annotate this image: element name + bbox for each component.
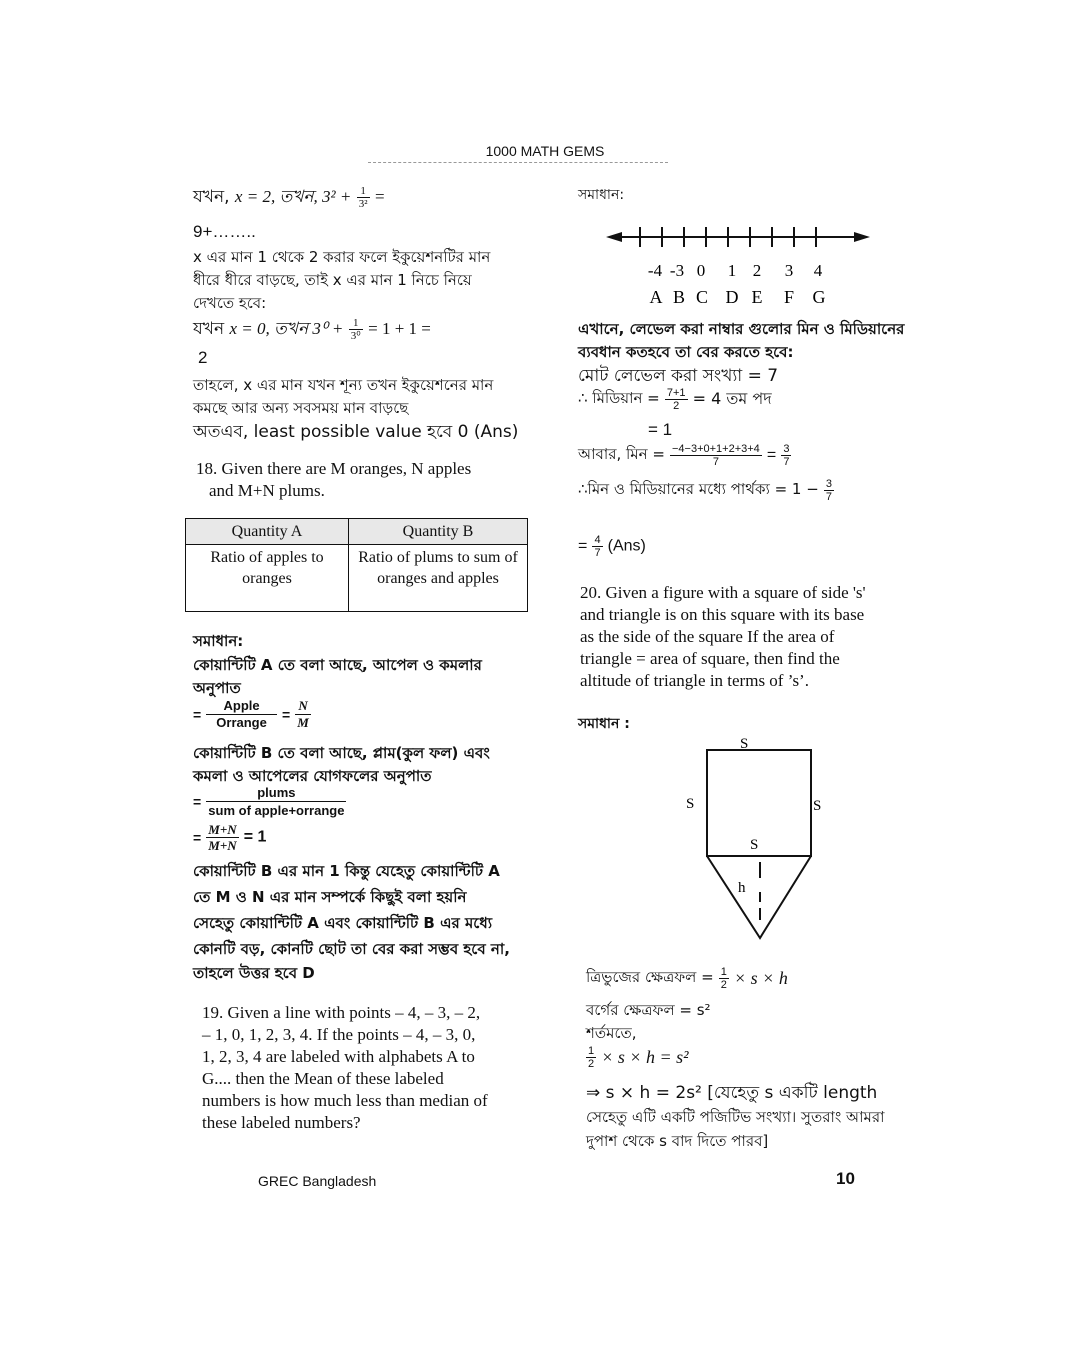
fraction-denominator: 2	[588, 1058, 595, 1070]
table-row	[186, 545, 528, 612]
sol18-line-1: কোয়ান্টিটি A তে বলা আছে, আপেল ও কমলার	[193, 656, 482, 674]
number-line-number: 3	[784, 261, 794, 280]
intro-line-8: তাহলে, x এর মান যখন শূন্য তখন ইকুয়েশনের মান	[193, 376, 494, 394]
q19-line-5: numbers is how much less than median of	[202, 1091, 488, 1110]
quantity-b-header: Quantity B	[349, 519, 528, 545]
intro-line-9: কমছে আর অন্য সবসময় মান বাড়ছে	[193, 399, 409, 417]
intro-l1-math: x = 2, তখন, 3² +	[234, 187, 352, 206]
intro-line-5: দেখতে হবে:	[193, 294, 267, 312]
answer-tail: (Ans)	[607, 537, 646, 555]
intro-line-6	[193, 316, 431, 344]
difference-fraction	[824, 478, 834, 503]
sol20-line-5: ⇒ s × h = 2s² [যেহেতু s একটি length	[586, 1083, 878, 1103]
median-tail: = 4 তম পদ	[692, 389, 772, 408]
ratio-c-fraction	[206, 822, 238, 853]
ratio-b-fraction	[206, 784, 346, 819]
fraction-denominator: 7	[825, 491, 833, 503]
answer-fraction	[592, 534, 602, 559]
sol19-line-2: ব্যবধান কতহবে তা বের করতে হবে:	[578, 343, 794, 361]
intro-line-1	[193, 184, 385, 212]
fraction-denominator: 7	[783, 456, 790, 468]
q19-line-6: these labeled numbers?	[202, 1113, 361, 1132]
number-line-letter: F	[783, 287, 795, 307]
number-line-letter: D	[725, 287, 739, 307]
triangle-area-prefix: ত্রিভুজের ক্ষেত্রফল =	[586, 968, 714, 986]
number-line-number: -4	[647, 261, 663, 280]
median-prefix: ∴ মিডিয়ান =	[578, 389, 660, 407]
sol19-line-3: মোট লেভেল করা সংখ্যা = 7	[578, 366, 779, 386]
fraction-numerator: 1	[357, 185, 370, 198]
q19-line-3: 1, 2, 3, 4 are labeled with alphabets A to	[202, 1047, 475, 1066]
fraction-denominator: 2	[720, 979, 727, 991]
q20-line-5: altitude of triangle in terms of ’s’.	[580, 671, 809, 690]
mean-fraction	[670, 443, 762, 468]
intro-line-3: x এর মান 1 থেকে 2 করার ফলে ইকুয়েশনটির মান	[193, 248, 491, 266]
sol19-median	[578, 386, 772, 413]
number-line-number: 2	[752, 261, 762, 280]
footer-publisher: GREC Bangladesh	[258, 1173, 377, 1189]
q18-line-1: 18. Given there are M oranges, N apples	[196, 459, 472, 478]
intro-line-4: ধীরে ধীরে বাড়ছে, তাই x এর মান 1 নিচে নিয়ে	[193, 271, 472, 289]
fraction-denominator: M	[297, 715, 309, 730]
sol19-difference	[578, 478, 834, 503]
ratio-a-fraction	[206, 698, 277, 731]
mean-equals: =	[766, 446, 777, 464]
fraction-numerator: N	[295, 698, 311, 715]
mean-prefix: আবার, মিন =	[578, 445, 665, 463]
intro-l1-tail: =	[374, 187, 385, 206]
number-line-right-arrow	[854, 232, 870, 242]
quantity-comparison-table	[185, 518, 528, 612]
number-line-left-arrow	[606, 232, 622, 242]
triangle-area-tail: × s × h	[734, 968, 788, 988]
fraction-denominator: M+N	[208, 838, 237, 853]
intro-l6-math: x = 0, তখন 3⁰ +	[229, 319, 344, 338]
intro-l6-fraction	[349, 317, 363, 342]
sol18-line-3: কোয়ান্টিটি B তে বলা আছে, প্লাম(কুল ফল) এবং	[193, 744, 490, 762]
sol19-mean	[578, 443, 791, 468]
sol18-label: সমাধান:	[193, 632, 244, 650]
answer-equals: =	[578, 537, 588, 555]
sol20-condition: শর্তমতে,	[586, 1024, 637, 1042]
page-number: 10	[836, 1169, 855, 1188]
number-line-letter: A	[649, 287, 663, 307]
sol20-square-area: বর্গের ক্ষেত্রফল = s²	[586, 1001, 711, 1019]
q19-line-1: 19. Given a line with points – 4, – 3, – 2,	[202, 1003, 481, 1022]
number-line-number: 4	[813, 261, 823, 280]
sol18-line-7: সেহেতু কোয়ান্টিটি A এবং কোয়ান্টিটি B এর মধ্যে	[193, 914, 493, 932]
equation-tail: × s × h = s²	[601, 1047, 689, 1067]
sol18-line-6: তে M ও N এর মান সম্পর্কে কিছুই বলা হয়নি	[193, 888, 467, 906]
fraction-numerator: M+N	[208, 822, 237, 837]
fraction-numerator: 1	[720, 966, 727, 978]
sol20-equation	[586, 1045, 689, 1070]
q20-line-1: 20. Given a figure with a square of side 's'	[580, 583, 866, 602]
sol18-ratio-b: = $\frac{\text{plums}}{\text{sum of apple+orrange}}$	[193, 785, 345, 818]
number-line-letter: E	[751, 287, 763, 307]
fraction-numerator: Apple	[206, 698, 277, 715]
sol20-line-7: দুপাশ থেকে s বাদ দিতে পারব]	[586, 1132, 769, 1150]
fraction-numerator: 1	[588, 1045, 595, 1057]
sol18-ratio-c: = $\frac{M+N}{M+N}$ = 1	[193, 822, 267, 853]
intro-l1-fraction	[357, 185, 370, 210]
intro-l6-tail: = 1 + 1 =	[368, 319, 431, 338]
fraction-denominator: 3⁰	[350, 330, 361, 342]
label-top-side: S	[740, 736, 749, 752]
fraction-numerator: 3	[783, 443, 790, 455]
ratio-nm-fraction	[295, 698, 311, 731]
number-line-letter: B	[672, 287, 686, 307]
fraction-denominator: Orrange	[216, 715, 267, 730]
sol19-median-value: = 1	[648, 420, 673, 439]
q20-line-3: as the side of the square If the area of	[580, 627, 835, 646]
q19-line-4: G.... then the Mean of these labeled	[202, 1069, 444, 1088]
sol18-ratio-a: = $\frac{\text{Apple}}{\text{Orrange}}$ = $\frac{N}{M}$	[193, 698, 309, 730]
sol18-line-8: কোনটি বড়, কোনটি ছোট তা বের করা সম্ভব হবে না,	[193, 940, 510, 958]
number-line-letter: C	[695, 287, 709, 307]
fraction-numerator: 1	[349, 317, 363, 330]
sol18-line-4: কমলা ও আপেলের যোগফলের অনুপাত	[193, 767, 432, 785]
sol18-line-9: তাহলে উত্তর হবে D	[193, 964, 315, 982]
fraction-numerator: 7+1	[666, 387, 686, 399]
q20-line-4: triangle = area of square, then find the	[580, 649, 840, 668]
intro-line-7: 2	[198, 348, 208, 367]
fraction-denominator: 7	[712, 456, 719, 468]
label-altitude: h	[738, 880, 746, 896]
header-divider	[368, 162, 668, 163]
label-left-side: S	[686, 796, 695, 812]
sol20-triangle-area	[586, 966, 788, 991]
number-line-letter: G	[812, 287, 826, 307]
label-right-side: S	[813, 798, 822, 814]
number-line-figure	[600, 222, 880, 312]
mean-result-fraction	[781, 443, 791, 468]
half-fraction	[719, 966, 729, 991]
page-header-title: 1000 MATH GEMS	[485, 143, 605, 159]
q20-line-2: and triangle is on this square with its base	[580, 605, 865, 624]
table-header-row	[186, 519, 528, 545]
fraction-denominator: 2	[673, 400, 680, 412]
intro-line-10: অতএব, least possible value হবে 0 (Ans)	[193, 422, 519, 442]
number-line-letters	[650, 287, 826, 307]
fraction-numerator: 4	[594, 534, 601, 546]
fraction-numerator: 3	[825, 478, 833, 490]
intro-l6-prefix: যখন	[193, 319, 225, 339]
fraction-numerator: plums	[206, 784, 346, 802]
q18-line-2: and M+N plums.	[209, 481, 325, 500]
intro-line-2: 9+……..	[193, 222, 256, 241]
median-fraction	[665, 387, 688, 412]
sol20-label: সমাধান :	[578, 716, 630, 732]
sol19-label: সমাধান:	[578, 187, 625, 203]
sol18-line-5: কোয়ান্টিটি B এর মান 1 কিন্তু যেহেতু কোয়ান্টিটি A	[193, 862, 500, 880]
ratio-c-result: = 1	[243, 828, 267, 846]
square-triangle-figure	[680, 730, 830, 945]
number-line-number: 1	[727, 261, 737, 280]
fraction-denominator: 3²	[358, 198, 368, 210]
number-line-number: -3	[669, 261, 685, 280]
intro-l1-prefix: যখন,	[193, 187, 230, 207]
sol19-answer	[578, 534, 646, 559]
fraction-denominator: 7	[594, 547, 601, 559]
fraction-denominator: sum of apple+orrange	[208, 803, 345, 818]
q19-line-2: – 1, 0, 1, 2, 3, 4. If the points – 4, – 3, 0,	[202, 1025, 476, 1044]
fraction-numerator: −4−3+0+1+2+3+4	[672, 443, 760, 455]
label-base-side: S	[750, 837, 759, 853]
difference-prefix: ∴মিন ও মিডিয়ানের মধ্যে পার্থক্য = 1 −	[578, 480, 819, 498]
quantity-a-cell: Ratio of apples to oranges	[186, 545, 349, 612]
number-line-numbers	[648, 261, 823, 280]
sol20-line-6: সেহেতু এটি একটি পজিটিভ সংখ্যা। সুতরাং আমরা	[586, 1108, 885, 1126]
quantity-b-cell: Ratio of plums to sum of oranges and apples	[349, 545, 528, 612]
number-line-number: 0	[696, 261, 706, 280]
half-fraction	[586, 1045, 596, 1070]
sol18-line-2: অনুপাত	[193, 679, 241, 697]
quantity-a-header: Quantity A	[186, 519, 349, 545]
sol19-line-1: এখানে, লেভেল করা নাম্বার গুলোর মিন ও মিডিয়ানের	[578, 320, 905, 338]
square-shape	[707, 750, 811, 856]
